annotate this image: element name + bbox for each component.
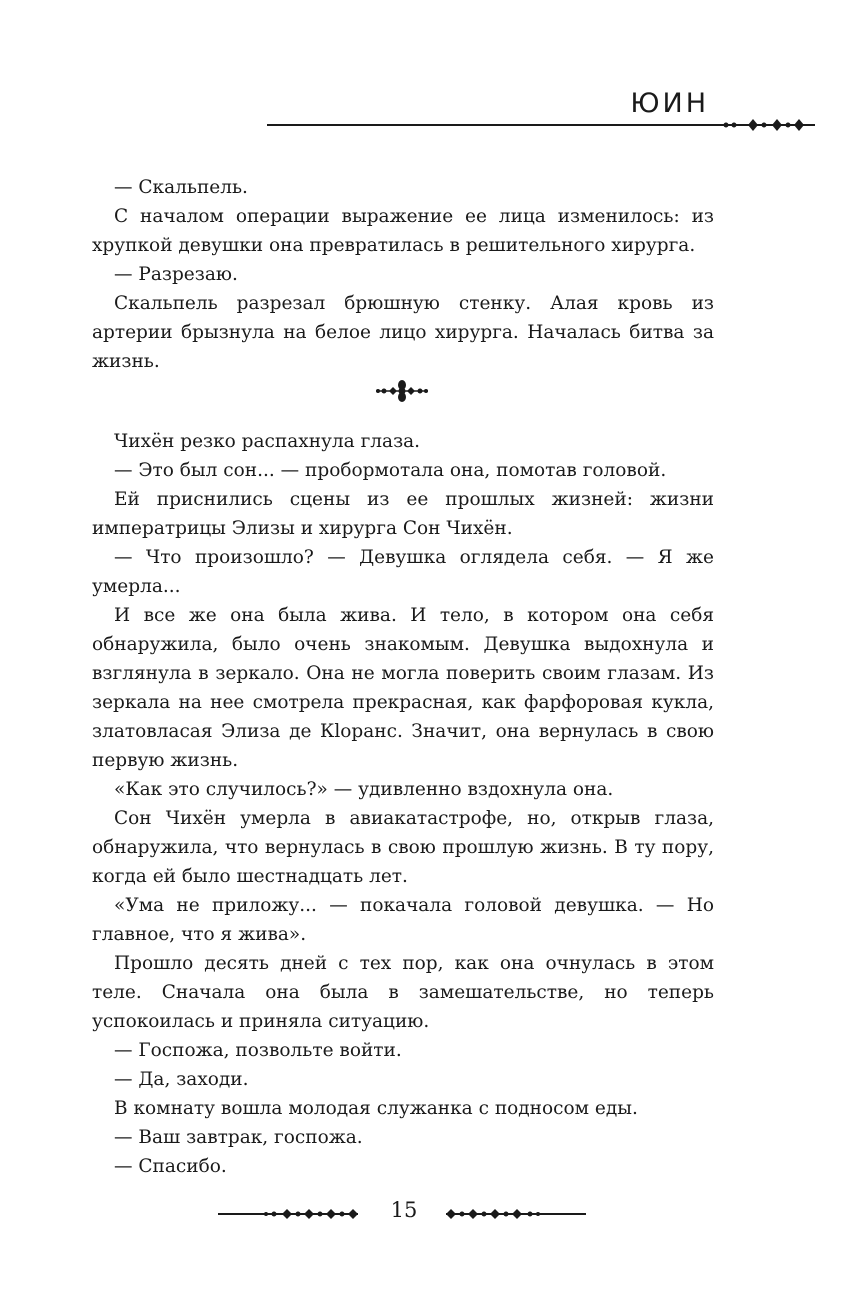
paragraph: — Да, заходи. (114, 1069, 249, 1090)
paragraph: — Ваш завтрак, госпожа. (114, 1127, 363, 1148)
paragraph: — Разрезаю. (114, 264, 238, 285)
paragraph: В комнату вошла молодая служанка с подносом еды. (114, 1098, 638, 1119)
paragraph: — Это был сон... — пробормотала она, помотав головой. (114, 460, 667, 481)
paragraph: С началом операции выражение ее лица изменилось: из хрупкой девушки она превратилась в решительного хирурга. (92, 206, 714, 256)
text-block-scene-two (92, 427, 714, 1181)
paragraph: Ей приснились сцены из ее прошлых жизней: жизни императрицы Элизы и хирурга Сон Чихён. (92, 489, 714, 539)
diamond-chain-icon (718, 113, 818, 137)
paragraph: И все же она была жива. И тело, в котором она себя обнаружила, было очень знакомым. Девушка выдохнула и взглянула в зеркало. Она не могла поверить своим глазам. Из зеркала на нее смотрела прекрасная, как фарфоровая кукла, златовласая Элиза де Кloранс. Значит, она вернулась в свою первую жизнь. (92, 605, 714, 771)
footer-rule-right (446, 1213, 586, 1215)
paragraph: — Что произошло? — Девушка оглядела себя. — Я же умерла... (92, 547, 714, 597)
paragraph: — Спасибо. (114, 1156, 227, 1177)
page-number: 15 (390, 1198, 418, 1222)
fleuron-icon (372, 378, 432, 404)
paragraph: «Как это случилось?» — удивленно вздохнула она. (114, 779, 614, 800)
paragraph: Чихён резко распахнула глаза. (114, 431, 421, 452)
running-header-title: ЮИН (630, 88, 709, 119)
paragraph: «Ума не приложу... — покачала головой девушка. — Но главное, что я жива». (92, 895, 714, 945)
diamond-chain-icon (258, 1204, 368, 1224)
paragraph: Скальпель разрезал брюшную стенку. Алая кровь из артерии брызнула на белое лицо хирурга. Началась битва за жизнь. (92, 293, 714, 372)
running-header (0, 0, 844, 150)
paragraph: Прошло десять дней с тех пор, как она очнулась в этом теле. Сначала она была в замешательстве, но теперь успокоилась и приняла ситуацию. (92, 953, 714, 1032)
paragraph: — Госпожа, позвольте войти. (114, 1040, 402, 1061)
paragraph: Сон Чихён умерла в авиакатастрофе, но, открыв глаза, обнаружила, что вернулась в свою прошлую жизнь. В ту пору, когда ей было шестнадцать лет. (92, 808, 714, 887)
paragraph: — Скальпель. (114, 177, 248, 198)
page-footer (0, 1195, 844, 1235)
text-block-scene-one (92, 173, 714, 376)
